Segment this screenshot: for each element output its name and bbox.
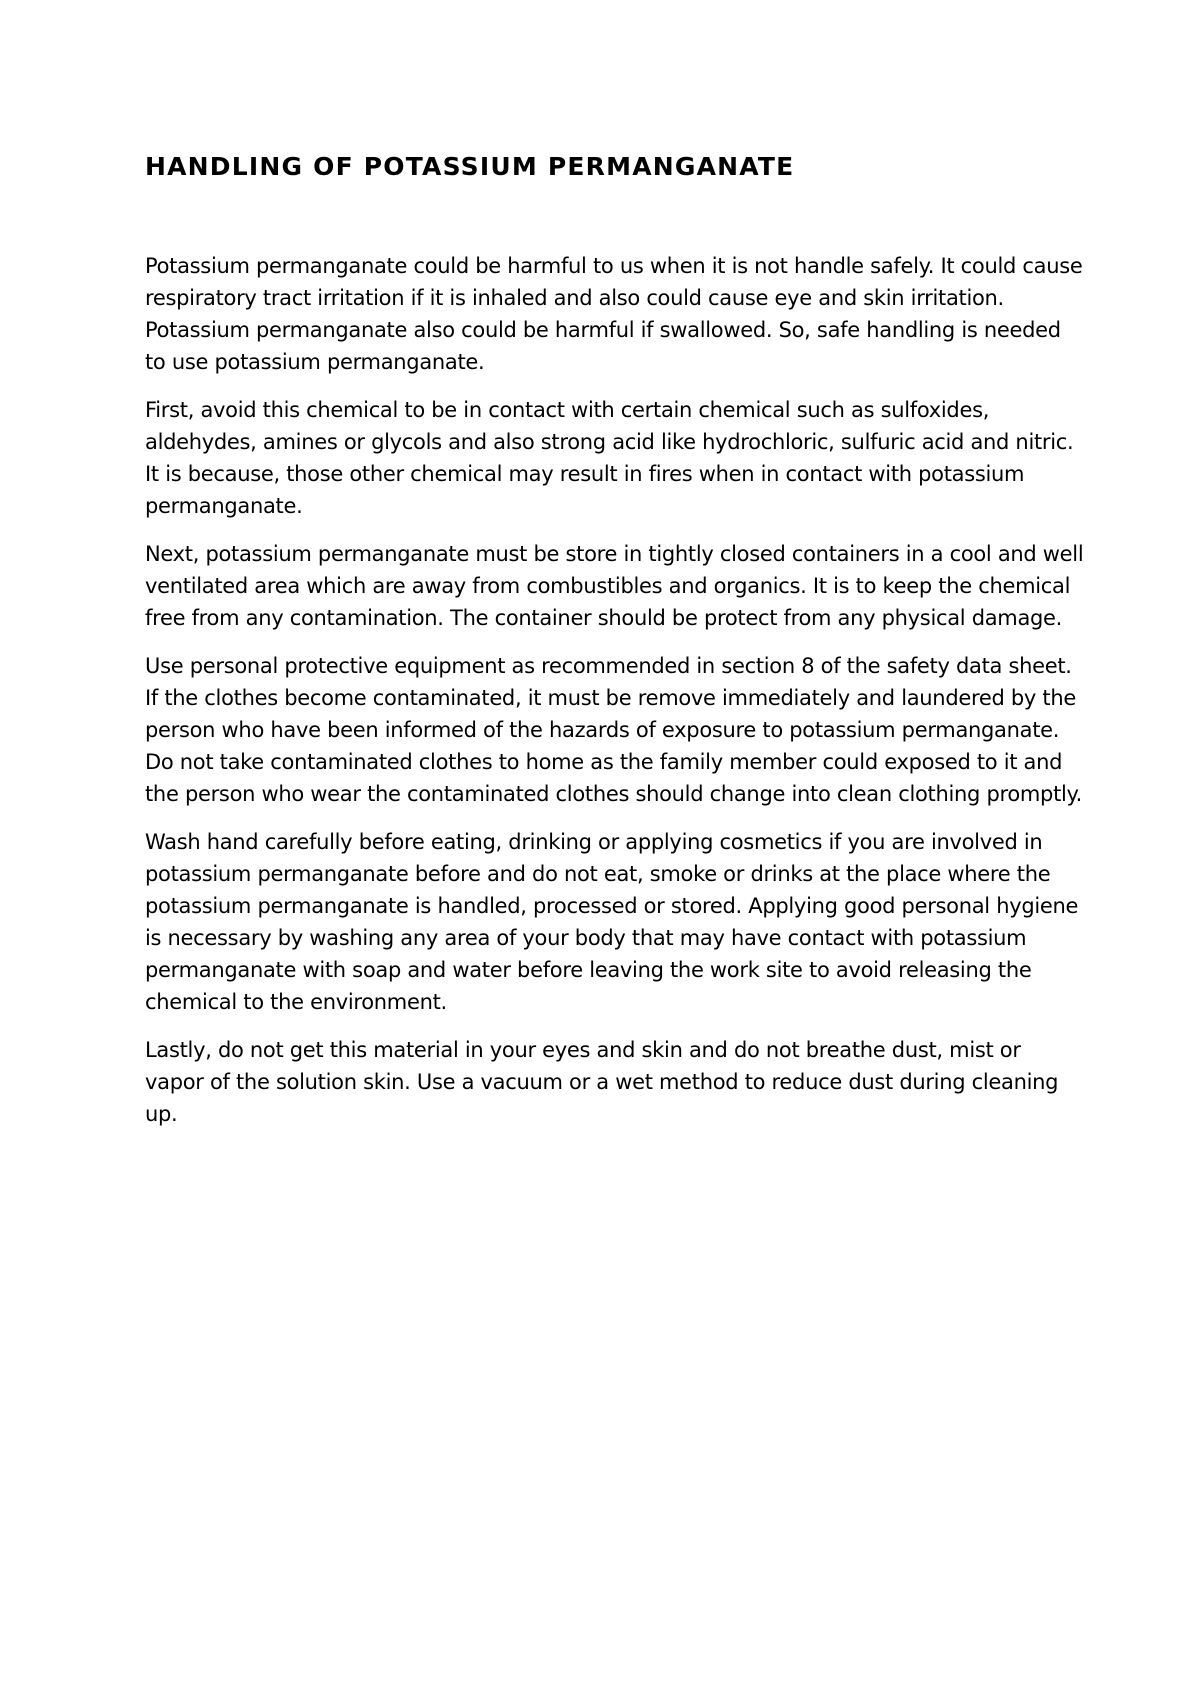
paragraph-introduction: Potassium permanganate could be harmful to us when it is not handle safely. It could cause respiratory tract irritation if it is inhaled and also could cause eye and skin irritation. Potassium permanganate also could be harmful if swallowed. So, safe handling is needed to use potassium permanganate. xyxy=(145,254,1083,374)
paragraph-storage: Next, potassium permanganate must be store in tightly closed containers in a cool and well ventilated area which are away from combustibles and organics. It is to keep the chemical free from any contamination. The container should be protect from any physical damage. xyxy=(145,542,1084,630)
document-body xyxy=(145,250,1085,1146)
paragraph-cleanup: Lastly, do not get this material in your eyes and skin and do not breathe dust, mist or vapor of the solution skin. Use a vacuum or a wet method to reduce dust during cleaning up. xyxy=(145,1038,1059,1126)
paragraph-hygiene: Wash hand carefully before eating, drinking or applying cosmetics if you are involved in potassium permanganate before and do not eat, smoke or drinks at the place where the potassium permanganate is handled, processed or stored. Applying good personal hygiene is necessary by washing any area of your body that may have contact with potassium permanganate with soap and water before leaving the work site to avoid releasing the chemical to the environment. xyxy=(145,830,1079,1014)
document-title: HANDLING OF POTASSIUM PERMANGANATE xyxy=(145,152,795,181)
paragraph-protective-equipment: Use personal protective equipment as recommended in section 8 of the safety data sheet. If the clothes become contaminated, it must be remove immediately and laundered by the person who have been informed of the hazards of exposure to potassium permanganate. Do not take contaminated clothes to home as the family member could exposed to it and the person who wear the contaminated clothes should change into clean clothing promptly. xyxy=(145,654,1083,806)
paragraph-avoid-contact: First, avoid this chemical to be in contact with certain chemical such as sulfoxides, aldehydes, amines or glycols and also strong acid like hydrochloric, sulfuric acid and nitric. It is because, those other chemical may result in fires when in contact with potassium permanganate. xyxy=(145,398,1074,518)
